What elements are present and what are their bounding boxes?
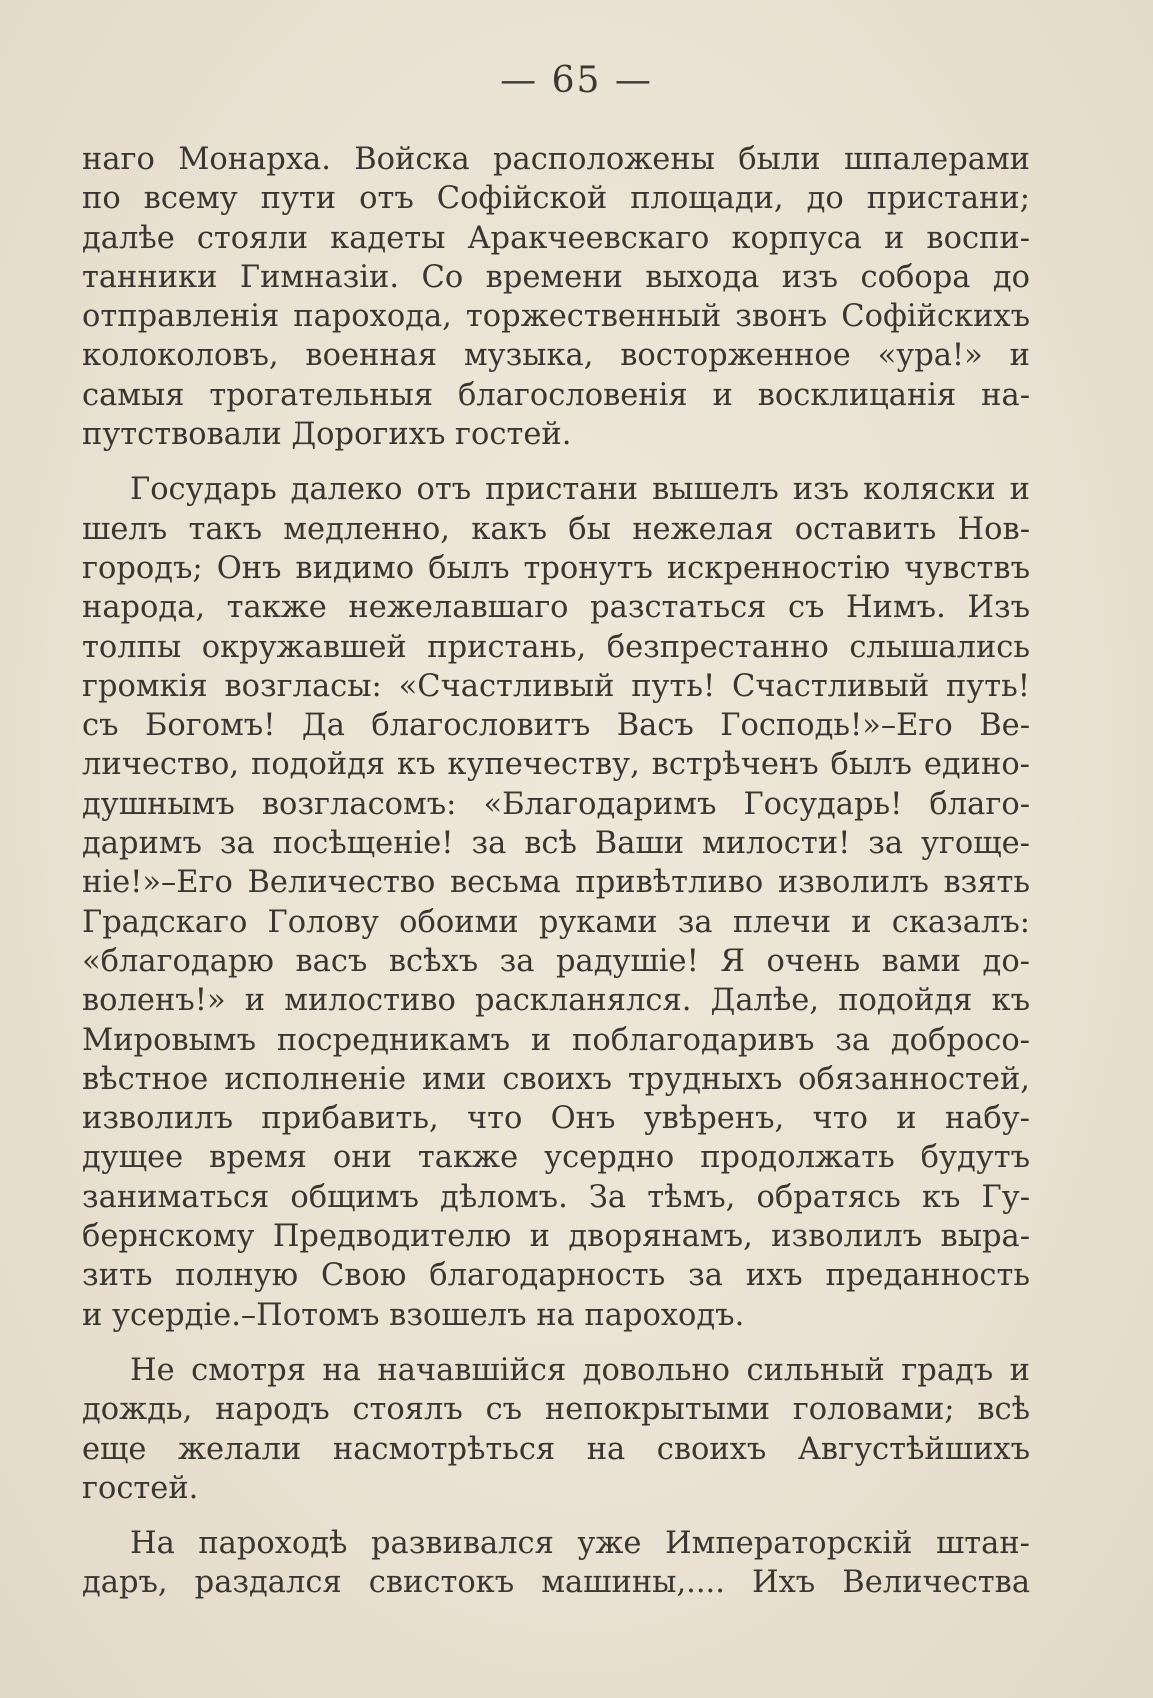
paragraph-3 <box>82 1351 1030 1508</box>
text-line: вѣстное исполненіе ими своихъ трудныхъ обязанностей, <box>82 1061 1030 1097</box>
paragraph-4 <box>82 1524 1030 1603</box>
text-line: и усердіе.–Потомъ взошелъ на пароходъ. <box>82 1297 745 1333</box>
text-line: народа, также нежелавшаго разстаться съ Нимъ. Изъ <box>82 590 1030 626</box>
text-line: зить полную Свою благодарность за ихъ преданность <box>82 1258 1030 1294</box>
text-line: дождь, народъ стоялъ съ непокрытыми головами; всѣ <box>82 1392 1030 1428</box>
text-line: отправленія парохода, торжественный звонъ Софійскихъ <box>82 299 1030 335</box>
text-line: «благодарю васъ всѣхъ за радушіе! Я очень вами до- <box>82 943 1030 979</box>
text-line: ніе!»–Его Величество весьма привѣтливо изволилъ взять <box>82 865 1030 901</box>
text-line: танники Гимназіи. Со времени выхода изъ собора до <box>82 259 1030 295</box>
text-line: Градскаго Голову обоими руками за плечи и сказалъ: <box>82 904 1030 940</box>
text-line: городъ; Онъ видимо былъ тронутъ искренностію чувствъ <box>82 550 1030 586</box>
text-line: съ Богомъ! Да благословитъ Васъ Господь!»–Его Ве- <box>82 708 1030 744</box>
text-line: воленъ!» и милостиво раскланялся. Далѣе, подойдя къ <box>82 983 1030 1019</box>
text-line: еще желали насмотрѣться на своихъ Августѣйшихъ <box>82 1431 1030 1467</box>
text-line: Мировымъ посредникамъ и поблагодаривъ за добросо- <box>82 1022 1030 1058</box>
text-line: по всему пути отъ Софійской площади, до пристани; <box>82 181 1030 217</box>
text-line: заниматься общимъ дѣломъ. За тѣмъ, обратясь къ Гу- <box>82 1179 1030 1215</box>
body-text <box>82 140 1030 1603</box>
text-line: бернскому Предводителю и дворянамъ, изволилъ выра- <box>82 1219 1030 1255</box>
page-number: — 65 — <box>500 60 653 101</box>
text-line: На пароходѣ развивался уже Императорскій штан- <box>130 1526 1030 1562</box>
text-line: путствовали Дорогихъ гостей. <box>82 417 572 453</box>
text-line: далѣе стояли кадеты Аракчеевскаго корпуса и воспи- <box>82 220 1030 256</box>
text-line: душнымъ возгласомъ: «Благодаримъ Государь! благо- <box>82 786 1030 822</box>
text-line: Не смотря на начавшійся довольно сильный градъ и <box>130 1352 1030 1388</box>
text-line: даримъ за посѣщеніе! за всѣ Ваши милости! за угоще- <box>82 826 1030 862</box>
text-line: громкія возгласы: «Счастливый путь! Счастливый путь! <box>82 668 1030 704</box>
paragraph-2 <box>82 470 1030 1335</box>
text-line: толпы окружавшей пристань, безпрестанно слышались <box>82 629 1030 665</box>
text-line: самыя трогательныя благословенія и восклицанія на- <box>82 377 1030 413</box>
text-line: личество, подойдя къ купечеству, встрѣченъ былъ едино- <box>82 747 1030 783</box>
text-line: гостей. <box>82 1470 199 1506</box>
text-line: изволилъ прибавить, что Онъ увѣренъ, что и набу- <box>82 1101 1030 1137</box>
text-line: дущее время они также усердно продолжать будутъ <box>82 1140 1030 1176</box>
paragraph-1 <box>82 140 1030 454</box>
text-line: даръ, раздался свистокъ машины,.... Ихъ Величества <box>82 1565 1030 1601</box>
text-line: колоколовъ, военная музыка, восторженное «ура!» и <box>82 338 1030 374</box>
text-line: наго Монарха. Войска расположены были шпалерами <box>82 142 1030 177</box>
text-line: Государь далеко отъ пристани вышелъ изъ коляски и <box>130 472 1030 508</box>
text-line: шелъ такъ медленно, какъ бы нежелая оставить Нов- <box>82 511 1030 547</box>
